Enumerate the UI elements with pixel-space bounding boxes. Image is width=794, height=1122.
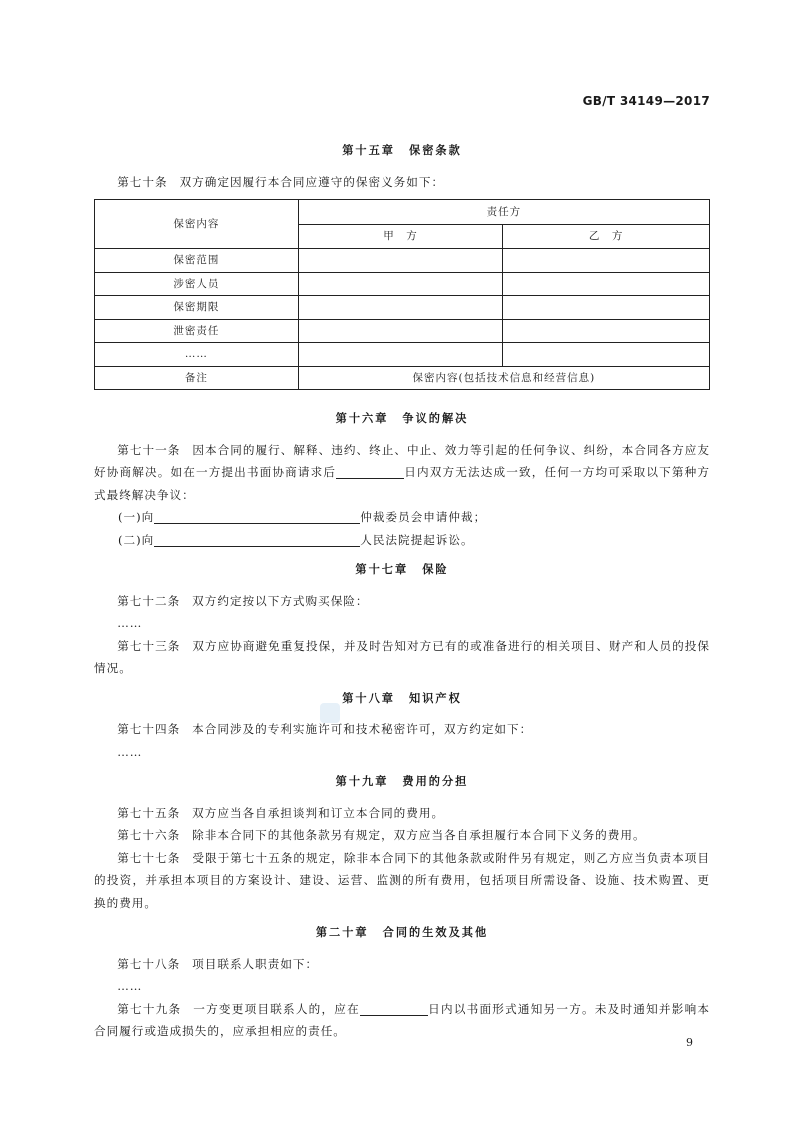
table-row	[95, 343, 710, 367]
chapter-number: 第十五章	[342, 144, 395, 157]
article-number: 第七十三条	[117, 638, 181, 653]
cell-party-a	[298, 319, 503, 343]
row-label: 保密范围	[95, 249, 299, 273]
court-blank	[154, 532, 360, 547]
chapter-title: 争议的解决	[402, 412, 469, 425]
article-text: 除非本合同下的其他条款另有规定，双方应当各自承担履行本合同下义务的费用。	[192, 828, 646, 842]
article-text: 项目联系人职责如下：	[192, 956, 319, 971]
row-label: 保密期限	[95, 296, 299, 320]
article-number: 第七十九条	[117, 1001, 182, 1016]
table-header-party-a: 甲 方	[298, 224, 503, 249]
row-label: ……	[95, 343, 299, 367]
article-number: 第七十七条	[117, 850, 181, 865]
article-number: 第七十八条	[117, 956, 181, 971]
cell-party-a	[298, 272, 503, 296]
table-header-content: 保密内容	[95, 200, 299, 249]
days-blank	[360, 1001, 428, 1016]
article-number: 第七十一条	[117, 442, 181, 457]
page-number: 9	[686, 1036, 693, 1049]
table-row	[95, 249, 710, 273]
chapter-20-heading	[94, 922, 710, 945]
article-77	[94, 847, 710, 915]
chapter-title: 费用的分担	[402, 775, 469, 788]
article-number: 第七十二条	[117, 593, 181, 608]
days-blank	[336, 464, 404, 479]
article-70	[94, 171, 710, 194]
article-text-a: 因本合同的履行、解释、违约、终止、中止、效力等引起的任何争议、纠纷，本合同各方应友好协商解决。如在一方提出书面协商请求后	[94, 442, 710, 479]
article-text-b: 日内以书面形式通知另一方。未及时通知并影响本合同履行或造成损失的，应承担相应的责任。	[94, 1001, 710, 1038]
article-text: 双方约定按以下方式购买保险：	[192, 593, 369, 608]
chapter-title: 合同的生效及其他	[382, 926, 489, 939]
note-value: 保密内容(包括技术信息和经营信息)	[298, 366, 709, 390]
note-label: 备注	[95, 366, 299, 390]
confidentiality-table	[94, 199, 710, 390]
chapter-title: 保险	[422, 563, 449, 576]
dispute-option-1	[94, 506, 710, 529]
article-78	[94, 953, 710, 976]
article-number: 第七十条	[117, 174, 168, 189]
option-suffix: 仲裁委员会申请仲裁；	[360, 510, 487, 524]
article-number: 第七十四条	[117, 722, 181, 736]
article-text: 受限于第七十五条的规定，除非本合同下的其他条款或附件另有规定，则乙方应当负责本项目的投资，并承担本项目的方案设计、建设、运营、监测的所有费用，包括项目所需设备、设施、技术购置、更换的费用。	[94, 850, 710, 910]
article-72	[94, 590, 710, 613]
article-76	[94, 824, 710, 847]
chapter-18-heading	[94, 688, 710, 711]
ellipsis: ……	[117, 616, 143, 630]
ellipsis: ……	[117, 744, 143, 759]
document-body	[94, 140, 710, 1043]
row-label: 涉密人员	[95, 272, 299, 296]
article-79	[94, 998, 710, 1043]
chapter-17-heading	[94, 559, 710, 582]
dispute-option-2	[94, 529, 710, 552]
cell-party-a	[298, 249, 503, 273]
table-row	[95, 272, 710, 296]
standard-number: GB/T 34149—2017	[582, 94, 710, 108]
article-text-b: 日内双方无法达成一致，任何一方均可采取以下第种方式最终解决争议：	[94, 465, 710, 502]
option-suffix: 人民法院提起诉讼。	[360, 532, 474, 547]
chapter-15-heading	[94, 140, 710, 163]
row-label: 泄密责任	[95, 319, 299, 343]
cell-party-b	[503, 319, 710, 343]
chapter-19-heading	[94, 771, 710, 794]
article-74	[94, 718, 710, 741]
cell-party-b	[503, 343, 710, 367]
table-row-note	[95, 366, 710, 390]
article-number: 第七十六条	[117, 828, 181, 842]
article-text: 本合同涉及的专利实施许可和技术秘密许可，双方约定如下：	[192, 722, 533, 736]
article-text: 双方应协商避免重复投保，并及时告知对方已有的或准备进行的相关项目、财产和人员的投保情况。	[94, 638, 710, 675]
chapter-number: 第二十章	[315, 926, 369, 939]
arbitration-blank	[154, 509, 360, 524]
cell-party-a	[298, 296, 503, 320]
article-text: 双方确定因履行本合同应遵守的保密义务如下：	[179, 174, 445, 189]
article-73	[94, 635, 710, 680]
article-75	[94, 802, 710, 825]
article-text-a: 一方变更项目联系人的，应在	[193, 1001, 360, 1016]
cell-party-a	[298, 343, 503, 367]
chapter-number: 第十六章	[335, 412, 389, 425]
chapter-title: 保密条款	[409, 144, 462, 157]
article-number: 第七十五条	[117, 805, 181, 820]
table-row	[95, 296, 710, 320]
table-row	[95, 319, 710, 343]
chapter-number: 第十七章	[355, 563, 409, 576]
option-prefix: (二)向	[118, 532, 155, 547]
cell-party-b	[503, 296, 710, 320]
ellipsis: ……	[117, 979, 143, 993]
chapter-number: 第十九章	[335, 775, 389, 788]
cell-party-b	[503, 249, 710, 273]
table-header-party: 责任方	[298, 200, 709, 225]
chapter-16-heading	[94, 408, 710, 431]
cell-party-b	[503, 272, 710, 296]
chapter-title: 知识产权	[409, 691, 462, 705]
option-prefix: (一)向	[118, 510, 155, 524]
chapter-number: 第十八章	[342, 691, 395, 705]
article-71	[94, 439, 710, 507]
article-text: 双方应当各自承担谈判和订立本合同的费用。	[192, 805, 445, 820]
table-header-party-b: 乙 方	[503, 224, 710, 249]
